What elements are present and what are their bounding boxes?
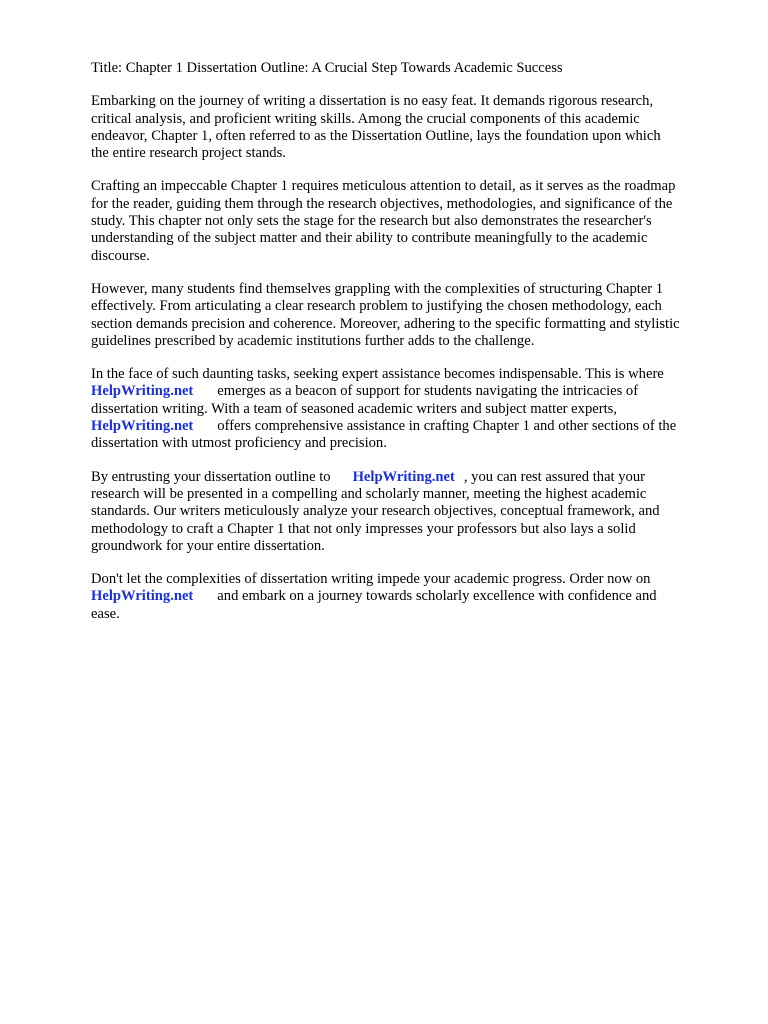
paragraph-text: emerges as a beacon of support for students navigating the intricacies of [217,383,639,400]
paragraph-line [91,588,719,605]
paragraph-line: However, many students find themselves grappling with the complexities of structuring Chapter 1 [91,280,664,297]
helpwriting-link[interactable]: HelpWriting.net [91,588,194,605]
paragraph-line [91,383,719,400]
paragraph-line: In the face of such daunting tasks, seeking expert assistance becomes indispensable. This is where [91,366,664,383]
paragraph-crafting [91,178,719,264]
paragraph-line: groundwork for your entire dissertation. [91,537,325,554]
document-page [91,60,719,639]
helpwriting-link[interactable]: HelpWriting.net [91,418,194,435]
paragraph-line: dissertation with utmost proficiency and precision. [91,435,387,452]
paragraph-line: Don't let the complexities of dissertation writing impede your academic progress. Order now on [91,571,651,588]
paragraph-line: effectively. From articulating a clear research problem to justifying the chosen methodology, each [91,298,662,315]
paragraph-challenges [91,281,719,350]
paragraph-line: guidelines prescribed by academic institutions further adds to the challenge. [91,332,535,349]
paragraph-line: research will be presented in a compelling and scholarly manner, meeting the highest academic [91,485,647,502]
paragraph-line: discourse. [91,247,150,264]
paragraph-line: critical analysis, and proficient writing skills. Among the crucial components of this academic [91,110,640,127]
paragraph-line: Embarking on the journey of writing a dissertation is no easy feat. It demands rigorous research, [91,93,654,110]
paragraph-text: and embark on a journey towards scholarly excellence with confidence and [217,588,657,605]
paragraph-line: ease. [91,605,120,622]
paragraph-line [91,418,719,435]
paragraph-line: section demands precision and coherence. Moreover, adhering to the specific formatting and stylistic [91,315,680,332]
paragraph-line: study. This chapter not only sets the stage for the research but also demonstrates the researcher's [91,213,652,230]
paragraph-text: offers comprehensive assistance in crafting Chapter 1 and other sections of the [217,418,677,435]
paragraph-line: understanding of the subject matter and their ability to contribute meaningfully to the academic [91,230,648,247]
paragraph-intro [91,93,719,162]
paragraph-text: By entrusting your dissertation outline to [91,468,331,485]
paragraph-line: methodology to craft a Chapter 1 that not only impresses your professors but also lays a solid [91,520,636,537]
paragraph-line: standards. Our writers meticulously analyze your research objectives, conceptual framework, and [91,503,660,520]
paragraph-line: endeavor, Chapter 1, often referred to as the Dissertation Outline, lays the foundation upon which [91,127,661,144]
document-title: Title: Chapter 1 Dissertation Outline: A Crucial Step Towards Academic Success [91,60,563,76]
paragraph-entrusting [91,469,719,555]
paragraph-call-to-action [91,571,719,623]
paragraph-line: Crafting an impeccable Chapter 1 requires meticulous attention to detail, as it serves as the roadmap [91,178,676,195]
paragraph-line: the entire research project stands. [91,145,286,162]
helpwriting-link[interactable]: HelpWriting.net [91,383,194,400]
paragraph-line: for the reader, guiding them through the research objectives, methodologies, and significance of the [91,195,673,212]
paragraph-text: , you can rest assured that your [463,468,646,485]
paragraph-line [91,469,719,486]
paragraph-assistance [91,366,719,452]
helpwriting-link[interactable]: HelpWriting.net [352,468,455,485]
paragraph-line: dissertation writing. With a team of seasoned academic writers and subject matter experts, [91,400,617,417]
